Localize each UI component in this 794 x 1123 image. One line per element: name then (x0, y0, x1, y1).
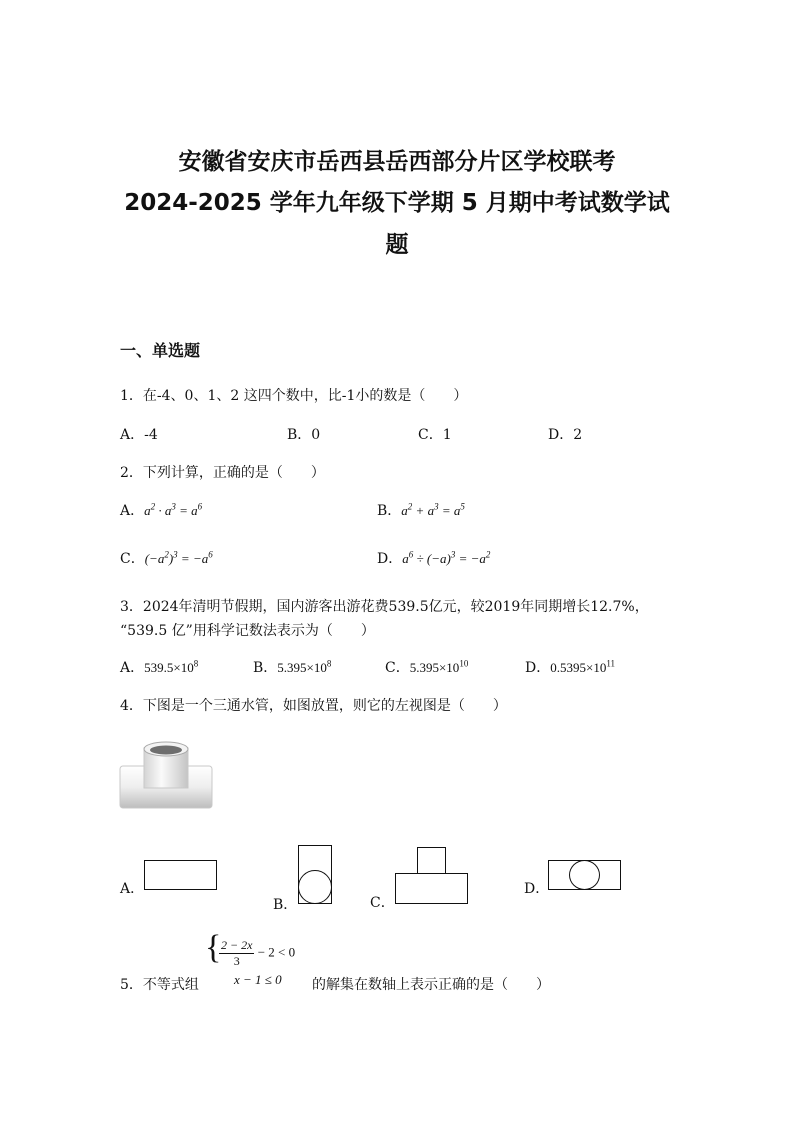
q4-option-c-label: C． (370, 895, 395, 911)
question-5-prefix: 5．不等式组 (120, 977, 199, 993)
q2-option-b (377, 500, 465, 520)
q2-option-a-formula: $a^2 \cdot a^3 = a^6$ (144, 501, 203, 518)
q3-option-d-label: D． (525, 660, 551, 676)
question-1-stem: 1．在-4、0、1、2 这四个数中，比-1小的数是（ ） (120, 388, 468, 404)
q2-option-d (377, 548, 490, 568)
section-heading: 一、单选题 (120, 341, 201, 360)
q2-option-c (120, 548, 213, 568)
q3-option-b-label: B． (253, 660, 278, 676)
q2-option-b-formula: $a^2 + a^3 = a^5$ (401, 501, 465, 518)
q2-option-a-label: A． (120, 503, 145, 519)
q2-option-c-label: C． (120, 551, 145, 567)
q3-option-b (253, 657, 331, 677)
q5-fraction (219, 938, 254, 969)
q2-option-b-label: B． (377, 503, 402, 519)
q3-option-c-mantissa: 5.395×10 (409, 660, 460, 675)
q3-option-a-mantissa: 539.5×10 (144, 660, 194, 675)
q3-option-a-label: A． (120, 660, 145, 676)
page-title-line-2: 2024-2025 学年九年级下学期 5 月期中考试数学试 (124, 190, 670, 216)
q1-option-b: B．0 (287, 427, 321, 443)
question-2-stem: 2．下列计算，正确的是（ ） (120, 465, 325, 481)
q3-option-c-exponent: 10 (459, 658, 469, 669)
q4-option-b-circle (298, 870, 332, 904)
q4-option-a-rectangle (144, 860, 217, 890)
question-3-stem-line-1: 3．2024年清明节假期，国内游客出游花费539.5亿元，较2019年同期增长12.7%， (120, 599, 649, 615)
q3-option-b-mantissa: 5.395×10 (277, 660, 327, 675)
q3-option-c (385, 657, 468, 677)
q4-option-d-label: D． (524, 881, 550, 897)
q4-option-c-bottom-rectangle (395, 873, 468, 904)
q2-option-d-label: D． (377, 551, 403, 567)
q3-option-d-mantissa: 0.5395×10 (550, 660, 607, 675)
q3-option-a-value (144, 660, 198, 675)
q3-option-d (525, 657, 615, 677)
question-5-suffix: 的解集在数轴上表示正确的是（ ） (312, 977, 550, 993)
q1-option-a: A．-4 (120, 427, 158, 443)
q2-option-d-formula: $a^6 \div (-a)^3 = -a^2$ (402, 549, 491, 566)
q4-option-c-top-square (417, 847, 446, 874)
q1-option-c: C．1 (418, 427, 452, 443)
question-4-stem: 4．下图是一个三通水管，如图放置，则它的左视图是（ ） (120, 698, 507, 714)
q5-system-brace: { (205, 929, 222, 966)
q3-option-d-exponent: 11 (606, 658, 615, 669)
q2-option-a (120, 500, 202, 520)
q3-option-c-label: C． (385, 660, 410, 676)
q2-option-c-formula: $(-a^2)^3 = -a^6$ (144, 549, 213, 566)
q5-fraction-numerator: 2 − 2x (221, 938, 253, 952)
q3-option-c-value (410, 660, 469, 675)
q3-option-d-value (550, 660, 615, 675)
page-title-line-3: 题 (385, 232, 409, 258)
tee-pipe-image (118, 738, 214, 810)
q4-option-b-label: B． (273, 897, 298, 913)
q5-inequality-2: x − 1 ≤ 0 (234, 972, 282, 987)
q5-inequality-1-rest: − 2 < 0 (257, 944, 296, 960)
q4-option-a-label: A． (120, 881, 145, 897)
q5-inequality-1 (219, 938, 295, 969)
question-3-stem-line-2: “539.5 亿”用科学记数法表示为（ ） (120, 623, 375, 639)
q3-option-b-exponent: 8 (326, 658, 332, 669)
q1-option-d: D．2 (548, 427, 583, 443)
q3-option-a-exponent: 8 (193, 658, 199, 669)
q3-option-a (120, 657, 198, 677)
q3-option-b-value (277, 660, 331, 675)
page-title-line-1: 安徽省安庆市岳西县岳西部分片区学校联考 (178, 149, 616, 175)
q4-option-d-circle (569, 860, 600, 890)
q5-fraction-denominator: 3 (233, 954, 240, 968)
